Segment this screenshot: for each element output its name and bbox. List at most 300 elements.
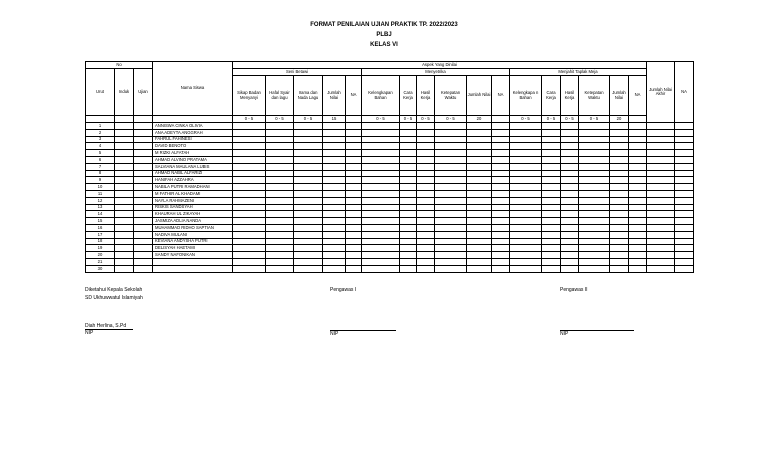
col-jahit-kelengkapan: Kelengkapa n Bahan <box>510 76 542 116</box>
score-cell <box>542 170 561 177</box>
student-name: SALVIANA MAULANA LUBIS <box>153 163 233 170</box>
score-cell <box>233 252 266 259</box>
score-cell <box>629 252 647 259</box>
score-cell <box>134 150 153 157</box>
score-cell <box>675 204 694 211</box>
col-irama-nada: Irama dan Nada Lagu <box>294 76 323 116</box>
score-cell <box>435 258 467 265</box>
score-cell <box>435 129 467 136</box>
col-setrika-cara: Cara Kerja <box>400 76 417 116</box>
score-cell <box>675 190 694 197</box>
row-number: 16 <box>86 224 115 231</box>
score-cell <box>346 252 362 259</box>
table-row <box>86 163 694 170</box>
score-cell <box>629 177 647 184</box>
score-cell <box>346 129 362 136</box>
score-cell <box>362 211 400 218</box>
score-cell <box>435 211 467 218</box>
score-cell <box>323 252 346 259</box>
score-cell <box>115 129 134 136</box>
score-cell <box>233 177 266 184</box>
group-menjahit: Menjahit Taplak Meja <box>510 69 647 76</box>
score-cell <box>492 245 510 252</box>
score-cell <box>266 204 294 211</box>
score-cell <box>417 184 435 191</box>
pengawas-1-nip: NIP <box>330 331 339 337</box>
score-cell <box>417 197 435 204</box>
score-cell <box>134 123 153 130</box>
score-cell <box>134 177 153 184</box>
score-cell <box>233 224 266 231</box>
score-cell <box>561 238 579 245</box>
score-cell <box>675 218 694 225</box>
score-cell <box>362 231 400 238</box>
score-cell <box>233 204 266 211</box>
score-cell <box>629 245 647 252</box>
score-cell <box>294 156 323 163</box>
row-number: 8 <box>86 170 115 177</box>
score-cell <box>561 184 579 191</box>
score-cell <box>362 143 400 150</box>
score-cell <box>647 143 675 150</box>
score-cell <box>492 252 510 259</box>
score-cell <box>362 177 400 184</box>
score-cell <box>323 265 346 272</box>
score-cell <box>647 136 675 143</box>
row-number: 30 <box>86 265 115 272</box>
score-cell <box>323 129 346 136</box>
row-number: 2 <box>86 129 115 136</box>
table-row <box>86 156 694 163</box>
score-cell <box>510 204 542 211</box>
score-cell <box>510 129 542 136</box>
score-cell <box>400 177 417 184</box>
range-cell <box>86 116 115 123</box>
score-cell <box>542 143 561 150</box>
score-cell <box>115 245 134 252</box>
row-number: 18 <box>86 238 115 245</box>
score-cell <box>417 211 435 218</box>
score-cell <box>542 150 561 157</box>
score-cell <box>435 252 467 259</box>
score-cell <box>294 258 323 265</box>
score-cell <box>629 265 647 272</box>
score-cell <box>579 170 610 177</box>
score-cell <box>610 258 629 265</box>
score-cell <box>510 224 542 231</box>
score-cell <box>362 204 400 211</box>
score-cell <box>492 143 510 150</box>
col-setrika-ketepatan: Ketepatan Waktu <box>435 76 467 116</box>
score-cell <box>233 231 266 238</box>
score-cell <box>435 197 467 204</box>
score-cell <box>610 156 629 163</box>
score-cell <box>417 218 435 225</box>
score-cell <box>346 204 362 211</box>
score-cell <box>675 129 694 136</box>
score-cell <box>675 163 694 170</box>
score-cell <box>323 163 346 170</box>
score-cell <box>510 184 542 191</box>
score-cell <box>233 238 266 245</box>
score-cell <box>492 163 510 170</box>
score-cell <box>400 156 417 163</box>
score-cell <box>510 252 542 259</box>
score-cell <box>400 218 417 225</box>
score-cell <box>647 163 675 170</box>
student-name: KEVIANA ANDYSHA PUTRI <box>153 238 233 245</box>
score-cell <box>266 150 294 157</box>
range-cell <box>134 116 153 123</box>
score-cell <box>561 170 579 177</box>
score-cell <box>467 170 492 177</box>
score-cell <box>115 150 134 157</box>
col-jahit-cara: Cara Kerja <box>542 76 561 116</box>
header-na-final: NA <box>675 62 694 123</box>
score-cell <box>467 224 492 231</box>
score-cell <box>467 258 492 265</box>
score-cell <box>492 218 510 225</box>
score-cell <box>435 163 467 170</box>
score-cell <box>561 197 579 204</box>
score-cell <box>323 177 346 184</box>
range-sikap: 0 - 5 <box>233 116 266 123</box>
score-cell <box>629 150 647 157</box>
score-cell <box>561 129 579 136</box>
score-cell <box>647 224 675 231</box>
score-cell <box>435 231 467 238</box>
score-cell <box>579 238 610 245</box>
score-cell <box>115 258 134 265</box>
score-cell <box>266 224 294 231</box>
score-cell <box>542 231 561 238</box>
school-name: SD Ukhuwwatul Islamiyah <box>85 295 143 301</box>
pengawas-1-label: Pengawas I <box>330 287 357 293</box>
score-cell <box>610 177 629 184</box>
student-name: KHAURAH UL ZIKAYAH <box>153 211 233 218</box>
score-cell <box>610 224 629 231</box>
score-cell <box>115 123 134 130</box>
score-cell <box>542 156 561 163</box>
score-cell <box>346 177 362 184</box>
score-cell <box>492 156 510 163</box>
score-cell <box>400 123 417 130</box>
score-cell <box>323 258 346 265</box>
score-cell <box>294 184 323 191</box>
score-cell <box>233 184 266 191</box>
score-cell <box>467 238 492 245</box>
score-cell <box>542 163 561 170</box>
table-row <box>86 252 694 259</box>
score-cell <box>647 258 675 265</box>
score-cell <box>134 143 153 150</box>
score-cell <box>346 238 362 245</box>
score-cell <box>610 129 629 136</box>
col-jahit-jumlah: Jumlah Nilai <box>610 76 629 116</box>
score-cell <box>115 190 134 197</box>
score-cell <box>346 265 362 272</box>
table-row <box>86 258 694 265</box>
score-cell <box>510 170 542 177</box>
score-cell <box>510 177 542 184</box>
score-cell <box>610 150 629 157</box>
score-cell <box>542 211 561 218</box>
score-cell <box>675 258 694 265</box>
kepala-nip: NIP <box>85 330 94 336</box>
score-cell <box>610 197 629 204</box>
score-cell <box>294 123 323 130</box>
score-cell <box>542 184 561 191</box>
score-cell <box>266 238 294 245</box>
score-cell <box>266 258 294 265</box>
score-cell <box>510 123 542 130</box>
score-cell <box>579 211 610 218</box>
student-name: MUHAMMAD RIDHO SAPTIAN <box>153 224 233 231</box>
score-cell <box>134 258 153 265</box>
score-cell <box>610 123 629 130</box>
col-setrika-jumlah: Jumlah Nilai <box>467 76 492 116</box>
score-cell <box>266 184 294 191</box>
score-cell <box>435 156 467 163</box>
score-cell <box>647 156 675 163</box>
score-cell <box>134 170 153 177</box>
max-menyetrika: 20 <box>467 116 492 123</box>
score-cell <box>492 190 510 197</box>
score-cell <box>561 136 579 143</box>
score-cell <box>610 136 629 143</box>
score-cell <box>417 177 435 184</box>
range-jahit-hasil: 0 - 5 <box>561 116 579 123</box>
score-cell <box>647 204 675 211</box>
student-name <box>153 265 233 272</box>
table-row <box>86 184 694 191</box>
score-cell <box>115 211 134 218</box>
score-cell <box>294 129 323 136</box>
score-cell <box>510 218 542 225</box>
score-cell <box>417 258 435 265</box>
header-no: No <box>86 62 153 69</box>
score-cell <box>542 190 561 197</box>
score-cell <box>417 231 435 238</box>
score-cell <box>510 265 542 272</box>
score-cell <box>579 136 610 143</box>
score-cell <box>675 156 694 163</box>
score-cell <box>417 129 435 136</box>
score-cell <box>294 177 323 184</box>
score-cell <box>400 245 417 252</box>
score-cell <box>542 136 561 143</box>
score-cell <box>579 143 610 150</box>
score-cell <box>362 252 400 259</box>
score-cell <box>610 211 629 218</box>
score-cell <box>294 224 323 231</box>
score-cell <box>492 136 510 143</box>
score-cell <box>346 123 362 130</box>
score-cell <box>134 184 153 191</box>
score-cell <box>647 170 675 177</box>
student-name: SANDY NAFONIKAN <box>153 252 233 259</box>
score-cell <box>400 204 417 211</box>
score-cell <box>362 129 400 136</box>
score-cell <box>294 143 323 150</box>
score-cell <box>266 123 294 130</box>
score-cell <box>561 163 579 170</box>
score-cell <box>629 231 647 238</box>
score-cell <box>629 197 647 204</box>
score-cell <box>346 211 362 218</box>
range-irama: 0 - 5 <box>294 116 323 123</box>
document-class: KELAS VI <box>370 42 398 48</box>
score-cell <box>675 170 694 177</box>
score-cell <box>675 136 694 143</box>
score-cell <box>134 136 153 143</box>
score-cell <box>675 265 694 272</box>
max-menjahit: 20 <box>610 116 629 123</box>
score-cell <box>346 150 362 157</box>
score-cell <box>435 238 467 245</box>
score-cell <box>492 123 510 130</box>
score-cell <box>542 129 561 136</box>
student-name: AHMAD NABIL ALFARIZI <box>153 170 233 177</box>
score-cell <box>294 245 323 252</box>
kepala-sekolah-label: Diketahui Kepala Sekolah <box>85 287 143 293</box>
score-cell <box>323 190 346 197</box>
score-cell <box>400 224 417 231</box>
score-cell <box>435 177 467 184</box>
score-cell <box>323 136 346 143</box>
range-setrika-hasil: 0 - 5 <box>417 116 435 123</box>
document-subject: PLBJ <box>376 32 392 38</box>
student-name: JASMIZA ADLIA NANDA <box>153 218 233 225</box>
score-cell <box>467 156 492 163</box>
score-cell <box>115 197 134 204</box>
score-cell <box>362 245 400 252</box>
score-cell <box>362 265 400 272</box>
table-row <box>86 245 694 252</box>
score-cell <box>467 190 492 197</box>
score-cell <box>233 258 266 265</box>
score-cell <box>467 129 492 136</box>
score-cell <box>115 238 134 245</box>
student-name: M RIZKI ALFATAH <box>153 150 233 157</box>
score-cell <box>467 150 492 157</box>
score-cell <box>467 245 492 252</box>
score-cell <box>294 163 323 170</box>
score-cell <box>435 184 467 191</box>
score-cell <box>579 123 610 130</box>
score-cell <box>542 258 561 265</box>
score-cell <box>492 204 510 211</box>
score-cell <box>417 190 435 197</box>
group-menyetrika: Menyetrika <box>362 69 510 76</box>
score-cell <box>134 265 153 272</box>
score-cell <box>134 190 153 197</box>
score-cell <box>346 197 362 204</box>
score-cell <box>115 252 134 259</box>
score-cell <box>629 211 647 218</box>
score-cell <box>115 231 134 238</box>
range-setrika-kelengkapan: 0 - 5 <box>362 116 400 123</box>
score-cell <box>417 252 435 259</box>
score-cell <box>233 156 266 163</box>
score-cell <box>647 184 675 191</box>
score-cell <box>492 231 510 238</box>
col-setrika-kelengkapan: Kelengkapan Bahan <box>362 76 400 116</box>
score-cell <box>115 265 134 272</box>
table-row <box>86 190 694 197</box>
score-cell <box>323 204 346 211</box>
score-cell <box>647 245 675 252</box>
score-cell <box>294 190 323 197</box>
score-cell <box>362 218 400 225</box>
score-cell <box>362 258 400 265</box>
score-cell <box>323 211 346 218</box>
score-cell <box>647 218 675 225</box>
score-cell <box>542 224 561 231</box>
row-number: 17 <box>86 231 115 238</box>
score-cell <box>492 150 510 157</box>
score-cell <box>134 163 153 170</box>
row-number: 4 <box>86 143 115 150</box>
score-cell <box>542 197 561 204</box>
score-cell <box>233 129 266 136</box>
row-number: 15 <box>86 218 115 225</box>
row-number: 13 <box>86 204 115 211</box>
table-row <box>86 170 694 177</box>
student-name <box>153 258 233 265</box>
score-cell <box>467 136 492 143</box>
score-cell <box>346 170 362 177</box>
score-cell <box>400 129 417 136</box>
score-cell <box>435 150 467 157</box>
score-cell <box>510 163 542 170</box>
score-cell <box>579 224 610 231</box>
score-cell <box>579 163 610 170</box>
col-setrika-hasil: Hasil Kerja <box>417 76 435 116</box>
score-cell <box>467 265 492 272</box>
table-row <box>86 211 694 218</box>
pengawas-2-signature-line <box>560 330 634 331</box>
score-cell <box>134 231 153 238</box>
score-cell <box>467 163 492 170</box>
score-cell <box>115 184 134 191</box>
score-cell <box>115 177 134 184</box>
score-cell <box>629 123 647 130</box>
score-cell <box>400 170 417 177</box>
student-name: NAYLA RAHMAZENI <box>153 197 233 204</box>
score-cell <box>610 218 629 225</box>
score-cell <box>542 218 561 225</box>
score-cell <box>542 252 561 259</box>
score-cell <box>629 258 647 265</box>
score-cell <box>362 170 400 177</box>
score-cell <box>362 150 400 157</box>
score-cell <box>362 197 400 204</box>
score-cell <box>417 265 435 272</box>
score-cell <box>134 197 153 204</box>
score-cell <box>435 204 467 211</box>
score-cell <box>233 170 266 177</box>
score-cell <box>233 245 266 252</box>
score-cell <box>400 252 417 259</box>
score-cell <box>467 143 492 150</box>
score-cell <box>233 265 266 272</box>
score-cell <box>510 238 542 245</box>
score-cell <box>675 143 694 150</box>
score-cell <box>647 265 675 272</box>
score-cell <box>266 211 294 218</box>
score-cell <box>266 197 294 204</box>
